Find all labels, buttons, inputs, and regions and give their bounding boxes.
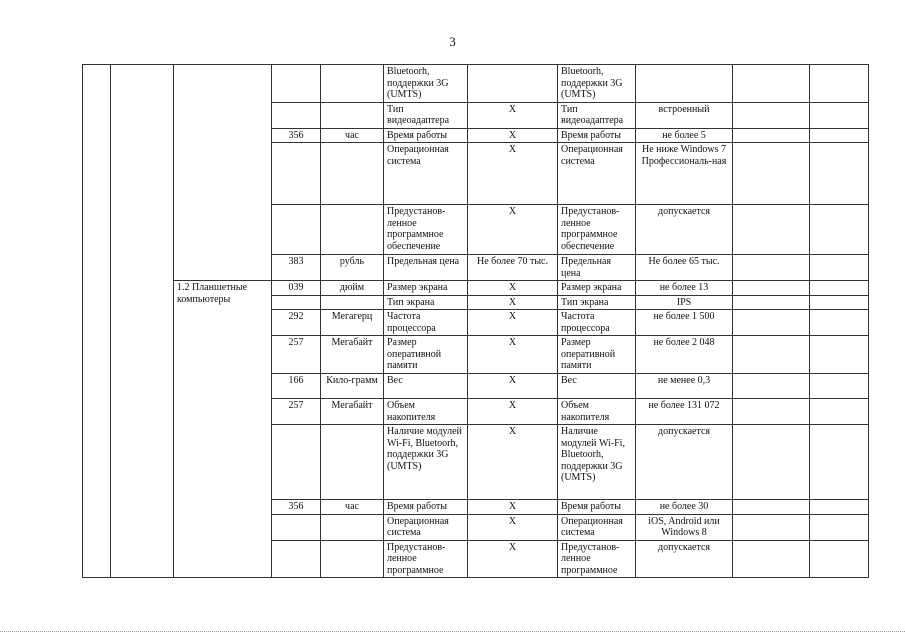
empty-cell [810, 500, 869, 515]
empty-cell [733, 399, 810, 425]
characteristic-cell: Размер экрана [384, 281, 468, 296]
characteristic-cell: Тип экрана [558, 295, 636, 310]
unit-cell: Кило-грамм [321, 374, 384, 399]
table-row [83, 65, 869, 103]
empty-cell [810, 540, 869, 578]
empty-cell [733, 128, 810, 143]
characteristic-cell: Время работы [384, 128, 468, 143]
code-cell [272, 514, 321, 540]
value-cell: X [468, 281, 558, 296]
value-cell: X [468, 143, 558, 205]
code-cell [272, 102, 321, 128]
value-cell: не более 5 [636, 128, 733, 143]
value-cell: X [468, 295, 558, 310]
empty-cell [810, 205, 869, 255]
characteristic-cell: Предустанов-ленное программное обеспечение [558, 205, 636, 255]
value-cell: встроенный [636, 102, 733, 128]
empty-cell [810, 514, 869, 540]
empty-cell [733, 310, 810, 336]
value-cell: X [468, 399, 558, 425]
characteristic-cell: Вес [384, 374, 468, 399]
empty-cell [810, 65, 869, 103]
empty-cell [733, 143, 810, 205]
unit-cell [321, 540, 384, 578]
code-cell: 257 [272, 399, 321, 425]
empty-cell [810, 295, 869, 310]
characteristic-cell: Предустанов-ленное программное [384, 540, 468, 578]
value-cell: не более 1 500 [636, 310, 733, 336]
code-cell [272, 143, 321, 205]
characteristic-cell: Объем накопителя [558, 399, 636, 425]
characteristic-cell: Размер оперативной памяти [558, 336, 636, 374]
value-cell: X [468, 540, 558, 578]
characteristic-cell: Bluetoorh, поддержки 3G (UMTS) [384, 65, 468, 103]
characteristic-cell: Время работы [384, 500, 468, 515]
value-cell: допускается [636, 540, 733, 578]
category-column [111, 65, 174, 578]
unit-cell [321, 295, 384, 310]
value-cell: X [468, 205, 558, 255]
unit-cell [321, 65, 384, 103]
value-cell: X [468, 102, 558, 128]
empty-cell [733, 102, 810, 128]
characteristic-cell: Наличие модулей Wi-Fi, Bluetoorh, поддержки 3G (UMTS) [558, 425, 636, 500]
empty-cell [810, 102, 869, 128]
characteristic-cell: Время работы [558, 500, 636, 515]
value-cell: X [468, 514, 558, 540]
empty-cell [733, 500, 810, 515]
characteristic-cell: Bluetoorh, поддержки 3G (UMTS) [558, 65, 636, 103]
value-cell: X [468, 374, 558, 399]
unit-cell: час [321, 500, 384, 515]
unit-cell: дюйм [321, 281, 384, 296]
value-cell: Не более 70 тыс. [468, 255, 558, 281]
scan-bottom-line [0, 631, 905, 632]
value-cell: Не ниже Windows 7 Профессиональ-ная [636, 143, 733, 205]
empty-cell [733, 514, 810, 540]
empty-cell [733, 295, 810, 310]
code-cell: 292 [272, 310, 321, 336]
code-cell [272, 295, 321, 310]
value-cell: X [468, 128, 558, 143]
characteristic-cell: Частота процессора [558, 310, 636, 336]
empty-cell [733, 336, 810, 374]
unit-cell [321, 425, 384, 500]
value-cell [636, 65, 733, 103]
unit-cell: Мегабайт [321, 399, 384, 425]
empty-cell [810, 310, 869, 336]
empty-cell [810, 143, 869, 205]
value-cell: допускается [636, 425, 733, 500]
unit-cell [321, 205, 384, 255]
characteristic-cell: Тип видеоадаптера [558, 102, 636, 128]
empty-cell [733, 205, 810, 255]
value-cell: не менее 0,3 [636, 374, 733, 399]
value-cell: допускается [636, 205, 733, 255]
characteristic-cell: Операционная система [384, 143, 468, 205]
code-cell [272, 425, 321, 500]
code-cell: 356 [272, 128, 321, 143]
value-cell: не более 13 [636, 281, 733, 296]
characteristic-cell: Предустанов-ленное программное обеспечение [384, 205, 468, 255]
product-name-cell [174, 65, 272, 281]
code-cell [272, 205, 321, 255]
characteristic-cell: Предустанов-ленное программное [558, 540, 636, 578]
characteristic-cell: Вес [558, 374, 636, 399]
characteristic-cell: Операционная система [558, 514, 636, 540]
unit-cell: Мегагерц [321, 310, 384, 336]
characteristic-cell: Предельная цена [384, 255, 468, 281]
empty-cell [810, 255, 869, 281]
characteristic-cell: Время работы [558, 128, 636, 143]
value-cell: не более 131 072 [636, 399, 733, 425]
value-cell: X [468, 310, 558, 336]
empty-cell [810, 425, 869, 500]
empty-cell [810, 281, 869, 296]
characteristic-cell: Операционная система [558, 143, 636, 205]
characteristic-cell: Операционная система [384, 514, 468, 540]
empty-cell [733, 374, 810, 399]
value-cell: Не более 65 тыс. [636, 255, 733, 281]
characteristic-cell: Размер экрана [558, 281, 636, 296]
empty-cell [810, 128, 869, 143]
code-cell [272, 65, 321, 103]
value-cell: X [468, 500, 558, 515]
characteristic-cell: Размер оперативной памяти [384, 336, 468, 374]
unit-cell: час [321, 128, 384, 143]
unit-cell [321, 102, 384, 128]
characteristic-cell: Тип видеоадаптера [384, 102, 468, 128]
value-cell: X [468, 336, 558, 374]
value-cell: X [468, 425, 558, 500]
value-cell: iOS, Android или Windows 8 [636, 514, 733, 540]
empty-cell [733, 65, 810, 103]
empty-cell [733, 281, 810, 296]
specification-table [82, 64, 869, 578]
value-cell: не более 2 048 [636, 336, 733, 374]
number-column [83, 65, 111, 578]
table-row [83, 281, 869, 296]
unit-cell [321, 514, 384, 540]
unit-cell: Мегабайт [321, 336, 384, 374]
characteristic-cell: Наличие модулей Wi-Fi, Bluetoorh, поддержки 3G (UMTS) [384, 425, 468, 500]
code-cell [272, 540, 321, 578]
value-cell [468, 65, 558, 103]
code-cell: 383 [272, 255, 321, 281]
unit-cell [321, 143, 384, 205]
empty-cell [733, 255, 810, 281]
empty-cell [810, 374, 869, 399]
code-cell: 356 [272, 500, 321, 515]
characteristic-cell: Тип экрана [384, 295, 468, 310]
value-cell: не более 30 [636, 500, 733, 515]
empty-cell [733, 425, 810, 500]
characteristic-cell: Предельная цена [558, 255, 636, 281]
empty-cell [810, 399, 869, 425]
value-cell: IPS [636, 295, 733, 310]
empty-cell [733, 540, 810, 578]
code-cell: 257 [272, 336, 321, 374]
characteristic-cell: Объем накопителя [384, 399, 468, 425]
product-name-cell: 1.2 Планшетные компьютеры [174, 281, 272, 578]
empty-cell [810, 336, 869, 374]
characteristic-cell: Частота процессора [384, 310, 468, 336]
page-number: 3 [449, 34, 456, 49]
code-cell: 039 [272, 281, 321, 296]
code-cell: 166 [272, 374, 321, 399]
unit-cell: рубль [321, 255, 384, 281]
